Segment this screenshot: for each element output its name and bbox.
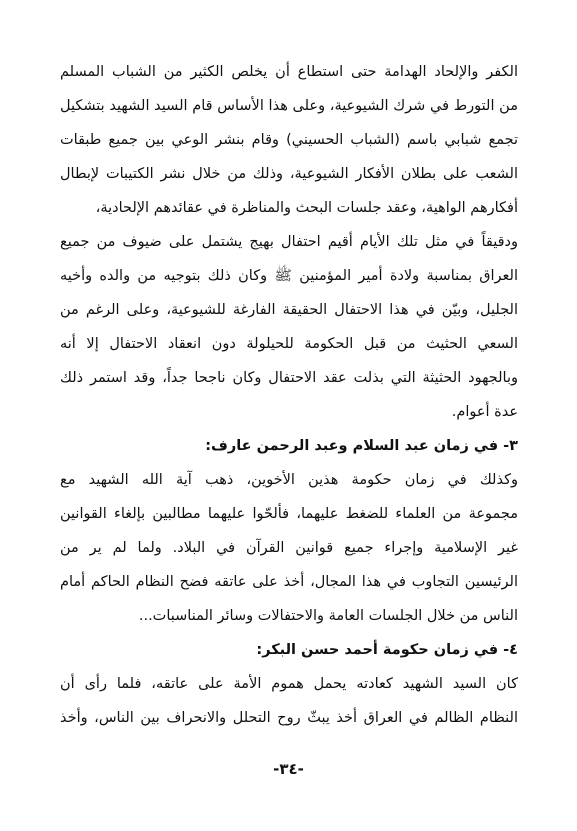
text-line: النظام الظالم في العراق أخذ يبثّ روح التحلل والانحراف بين الناس، وأخذ	[60, 710, 518, 726]
text-line: وبالجهود الحثيثة التي بذلت عقد الاحتفال وكان ناجحا جداً، وقد استمر ذلك	[60, 370, 518, 386]
page-number: -٣٤-	[273, 760, 304, 778]
text-line: وكذلك في زمان حكومة هذين الأخوين، ذهب آية الله الشهيد مع	[60, 472, 518, 488]
section-heading-3: ٣- في زمان عبد السلام وعبد الرحمن عارف:	[205, 438, 518, 454]
paragraph-4	[60, 667, 518, 735]
text-line: أفكارهم الواهية، وعقد جلسات البحث والمناظرة في عقائدهم الإلحادية،	[95, 200, 518, 216]
text-line: العراق بمناسبة ولادة أمير المؤمنين ﷺ وكان ذلك بتوجيه من والده وأخيه	[60, 268, 518, 284]
text-line: الجليل، وبيّن في هذا الاحتفال الحقيقة الفارغة للشيوعية، وعلى الرغم من	[60, 302, 518, 318]
text-line: تجمع شبابي باسم (الشباب الحسيني) وقام بنشر الوعي بين جميع طبقات	[60, 132, 518, 148]
text-line: من التورط في شرك الشيوعية، وعلى هذا الأساس قام السيد الشهيد بتشكيل	[60, 98, 518, 114]
text-line: الناس من خلال الجلسات العامة والاحتفالات وسائر المناسبات...	[138, 608, 518, 624]
text-line: الشعب على بطلان الأفكار الشيوعية، وذلك من خلال نشر الكتيبات لإبطال	[60, 166, 518, 182]
paragraph-2	[60, 225, 518, 429]
text-line: السعي الحثيث من قبل الحكومة للحيلولة دون انعقاد الاحتفال إلا أنه	[60, 336, 518, 352]
paragraph-3	[60, 463, 518, 633]
text-line: مجموعة من العلماء للضغط عليهما، فألحّوا عليهما مطالبين بإلغاء القوانين	[60, 506, 518, 522]
text-line: الكفر والإلحاد الهدامة حتى استطاع أن يخلص الكثير من الشباب المسلم	[60, 64, 518, 80]
text-line: عدة أعوام.	[451, 404, 518, 420]
document-body	[60, 55, 518, 735]
text-line: غير الإسلامية وإجراء جميع قوانين القرآن في البلاد. ولما لم ير من	[60, 540, 518, 556]
paragraph-1	[60, 55, 518, 225]
section-heading-4: ٤- في زمان حكومة أحمد حسن البكر:	[256, 642, 518, 658]
text-line: كان السيد الشهيد كعادته يحمل هموم الأمة على عاتقه، فلما رأى أن	[60, 676, 518, 692]
text-line: الرئيسين التجاوب في هذا المجال، أخذ على عاتقه فضح النظام الحاكم أمام	[60, 574, 518, 590]
text-line: ودقيقاً في مثل تلك الأيام أقيم احتفال بهيج يشتمل على ضيوف من جميع	[60, 234, 518, 250]
